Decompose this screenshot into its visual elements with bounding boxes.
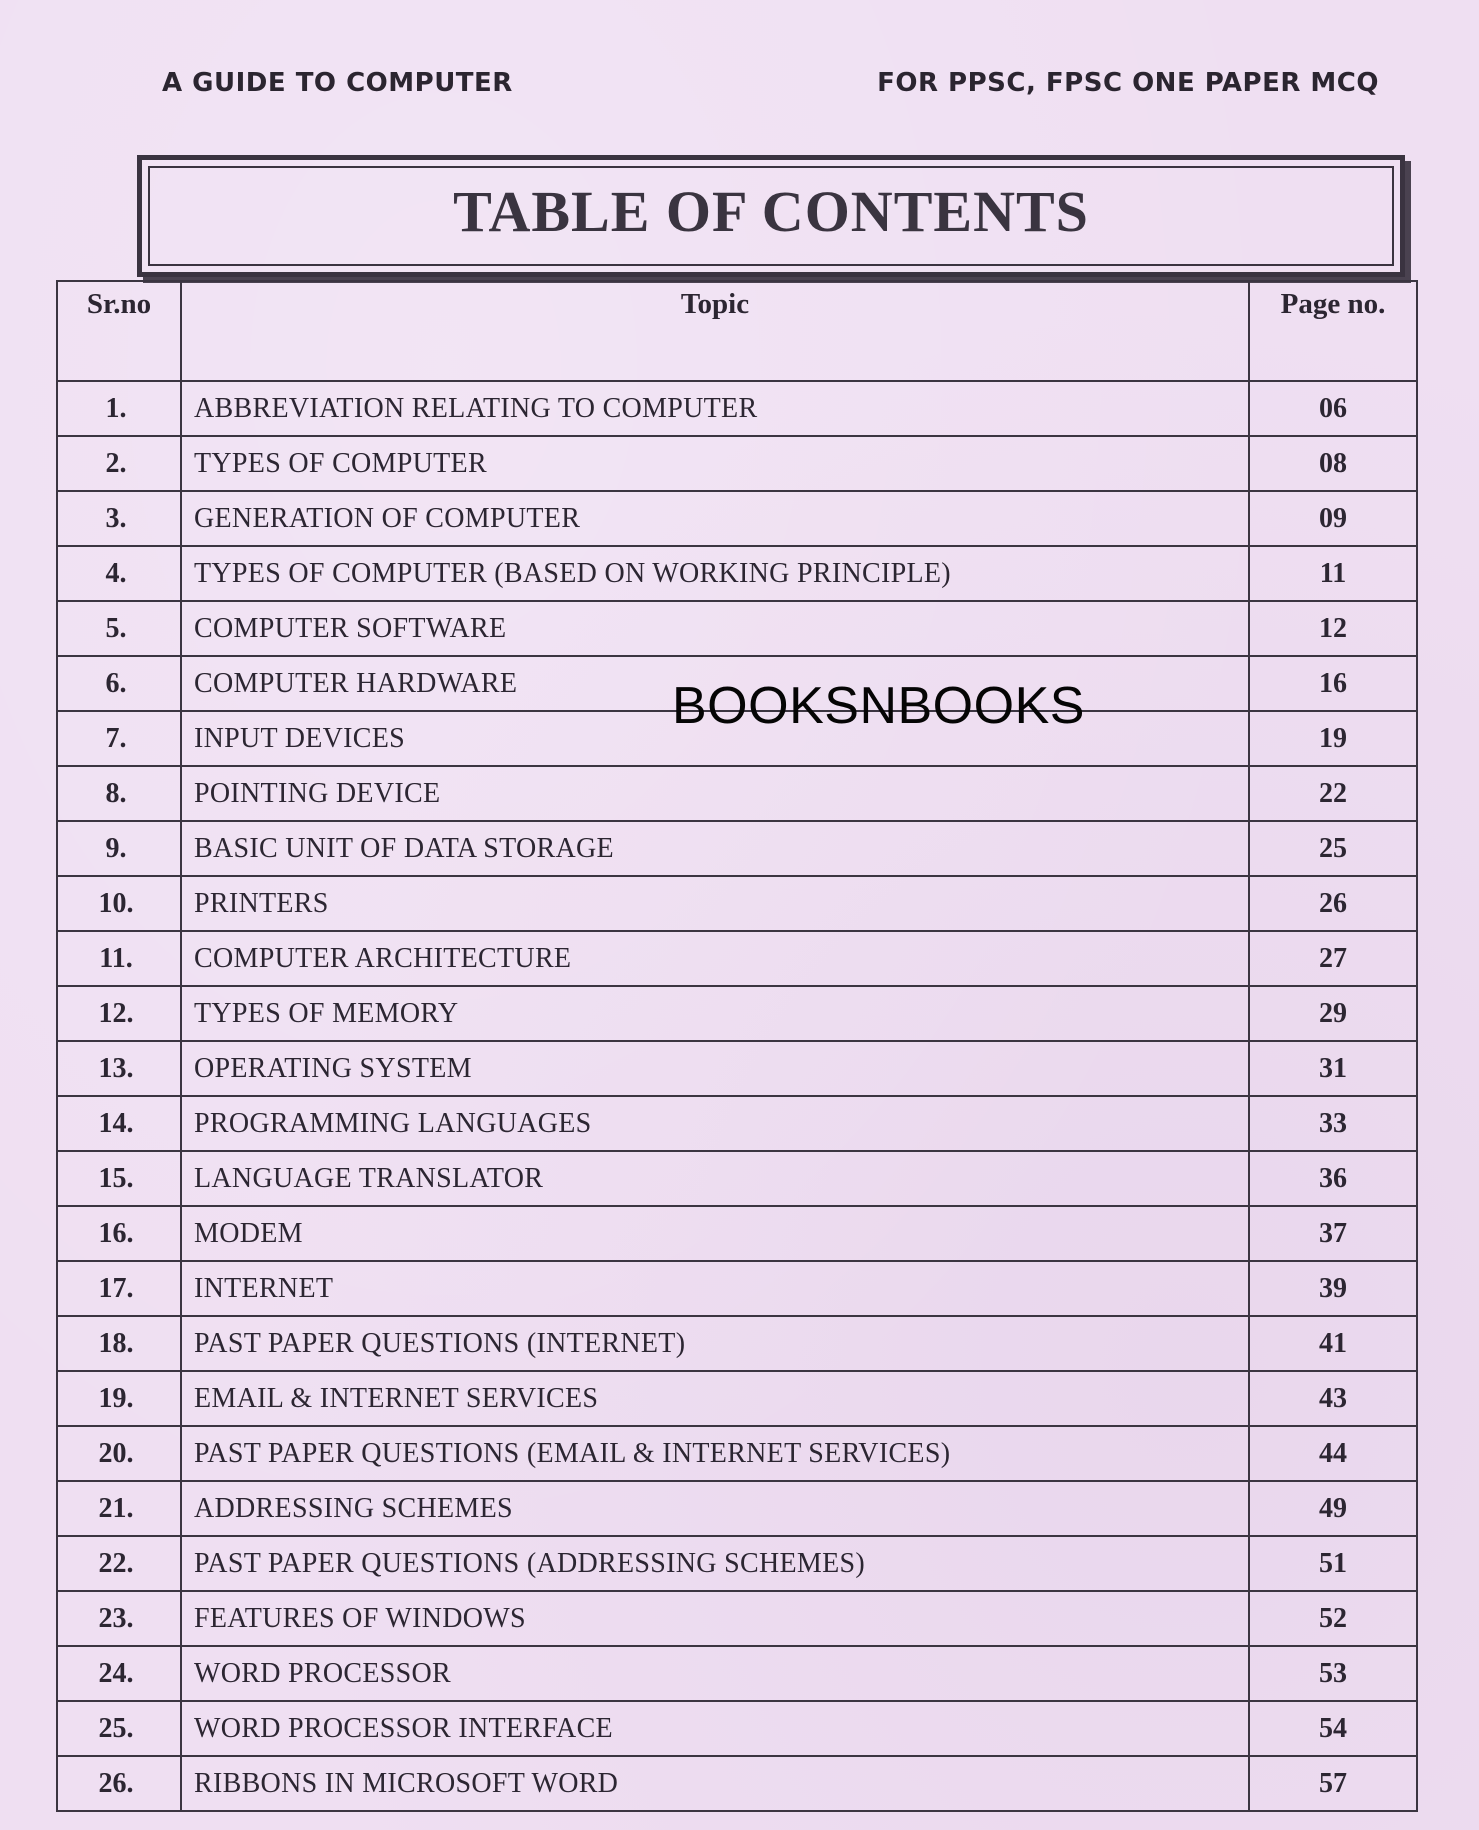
table-row (57, 821, 1417, 876)
topic-title: COMPUTER HARDWARE (181, 656, 1249, 711)
page-number: 09 (1249, 491, 1417, 546)
serial-number: 9. (57, 821, 181, 876)
table-row (57, 1591, 1417, 1646)
serial-number: 23. (57, 1591, 181, 1646)
topic-title: LANGUAGE TRANSLATOR (181, 1151, 1249, 1206)
running-header-left: A GUIDE TO COMPUTER (162, 68, 513, 98)
page-number: 16 (1249, 656, 1417, 711)
table-row (57, 381, 1417, 436)
topic-title: INTERNET (181, 1261, 1249, 1316)
serial-number: 8. (57, 766, 181, 821)
topic-title: POINTING DEVICE (181, 766, 1249, 821)
table-row (57, 1041, 1417, 1096)
topic-title: ADDRESSING SCHEMES (181, 1481, 1249, 1536)
table-row (57, 1481, 1417, 1536)
title-frame (137, 155, 1405, 277)
table-row (57, 766, 1417, 821)
serial-number: 10. (57, 876, 181, 931)
page-number: 11 (1249, 546, 1417, 601)
topic-title: EMAIL & INTERNET SERVICES (181, 1371, 1249, 1426)
table-header-row (57, 281, 1417, 381)
topic-title: PAST PAPER QUESTIONS (ADDRESSING SCHEMES) (181, 1536, 1249, 1591)
page-number: 29 (1249, 986, 1417, 1041)
page-number: 27 (1249, 931, 1417, 986)
table-row (57, 1756, 1417, 1811)
topic-title: ABBREVIATION RELATING TO COMPUTER (181, 381, 1249, 436)
table-row (57, 436, 1417, 491)
column-header-topic: Topic (181, 281, 1249, 381)
serial-number: 22. (57, 1536, 181, 1591)
serial-number: 7. (57, 711, 181, 766)
table-row (57, 546, 1417, 601)
serial-number: 2. (57, 436, 181, 491)
serial-number: 21. (57, 1481, 181, 1536)
page-number: 51 (1249, 1536, 1417, 1591)
page-number: 25 (1249, 821, 1417, 876)
serial-number: 11. (57, 931, 181, 986)
topic-title: FEATURES OF WINDOWS (181, 1591, 1249, 1646)
contents-table (56, 280, 1418, 1812)
topic-title: PROGRAMMING LANGUAGES (181, 1096, 1249, 1151)
page-number: 36 (1249, 1151, 1417, 1206)
topic-title: PRINTERS (181, 876, 1249, 931)
table-row (57, 1261, 1417, 1316)
page-number: 52 (1249, 1591, 1417, 1646)
serial-number: 14. (57, 1096, 181, 1151)
table-row (57, 1316, 1417, 1371)
running-header-right: FOR PPSC, FPSC ONE PAPER MCQ (877, 68, 1379, 98)
page-title: TABLE OF CONTENTS (453, 179, 1089, 244)
topic-title: TYPES OF COMPUTER (181, 436, 1249, 491)
table-row (57, 986, 1417, 1041)
serial-number: 18. (57, 1316, 181, 1371)
page-number: 49 (1249, 1481, 1417, 1536)
serial-number: 15. (57, 1151, 181, 1206)
serial-number: 26. (57, 1756, 181, 1811)
serial-number: 6. (57, 656, 181, 711)
topic-title: PAST PAPER QUESTIONS (EMAIL & INTERNET SERVICES) (181, 1426, 1249, 1481)
page-number: 53 (1249, 1646, 1417, 1701)
serial-number: 4. (57, 546, 181, 601)
table-row (57, 1096, 1417, 1151)
topic-title: INPUT DEVICES (181, 711, 1249, 766)
page-number: 37 (1249, 1206, 1417, 1261)
topic-title: BASIC UNIT OF DATA STORAGE (181, 821, 1249, 876)
serial-number: 3. (57, 491, 181, 546)
serial-number: 17. (57, 1261, 181, 1316)
table-row (57, 931, 1417, 986)
topic-title: MODEM (181, 1206, 1249, 1261)
serial-number: 5. (57, 601, 181, 656)
watermark-text: BOOKSNBOOKS (672, 677, 1085, 735)
serial-number: 13. (57, 1041, 181, 1096)
column-header-page: Page no. (1249, 281, 1417, 381)
page-number: 08 (1249, 436, 1417, 491)
page-number: 22 (1249, 766, 1417, 821)
page-number: 54 (1249, 1701, 1417, 1756)
serial-number: 24. (57, 1646, 181, 1701)
serial-number: 12. (57, 986, 181, 1041)
page-number: 31 (1249, 1041, 1417, 1096)
serial-number: 20. (57, 1426, 181, 1481)
page-number: 12 (1249, 601, 1417, 656)
topic-title: TYPES OF COMPUTER (BASED ON WORKING PRINCIPLE) (181, 546, 1249, 601)
table-row (57, 491, 1417, 546)
topic-title: OPERATING SYSTEM (181, 1041, 1249, 1096)
contents-table-body (57, 381, 1417, 1811)
page-number: 39 (1249, 1261, 1417, 1316)
topic-title: COMPUTER ARCHITECTURE (181, 931, 1249, 986)
page-number: 26 (1249, 876, 1417, 931)
topic-title: WORD PROCESSOR INTERFACE (181, 1701, 1249, 1756)
table-row (57, 1646, 1417, 1701)
page-number: 41 (1249, 1316, 1417, 1371)
topic-title: GENERATION OF COMPUTER (181, 491, 1249, 546)
table-row (57, 1426, 1417, 1481)
page-number: 57 (1249, 1756, 1417, 1811)
topic-title: WORD PROCESSOR (181, 1646, 1249, 1701)
topic-title: PAST PAPER QUESTIONS (INTERNET) (181, 1316, 1249, 1371)
page-number: 06 (1249, 381, 1417, 436)
serial-number: 19. (57, 1371, 181, 1426)
page-number: 33 (1249, 1096, 1417, 1151)
topic-title: COMPUTER SOFTWARE (181, 601, 1249, 656)
table-row (57, 1151, 1417, 1206)
serial-number: 16. (57, 1206, 181, 1261)
table-row (57, 876, 1417, 931)
page-number: 44 (1249, 1426, 1417, 1481)
table-row (57, 1371, 1417, 1426)
table-row (57, 1206, 1417, 1261)
serial-number: 25. (57, 1701, 181, 1756)
topic-title: TYPES OF MEMORY (181, 986, 1249, 1041)
page-number: 19 (1249, 711, 1417, 766)
topic-title: RIBBONS IN MICROSOFT WORD (181, 1756, 1249, 1811)
page-number: 43 (1249, 1371, 1417, 1426)
table-row (57, 1701, 1417, 1756)
serial-number: 1. (57, 381, 181, 436)
table-row (57, 601, 1417, 656)
column-header-sr: Sr.no (57, 281, 181, 381)
table-row (57, 1536, 1417, 1591)
